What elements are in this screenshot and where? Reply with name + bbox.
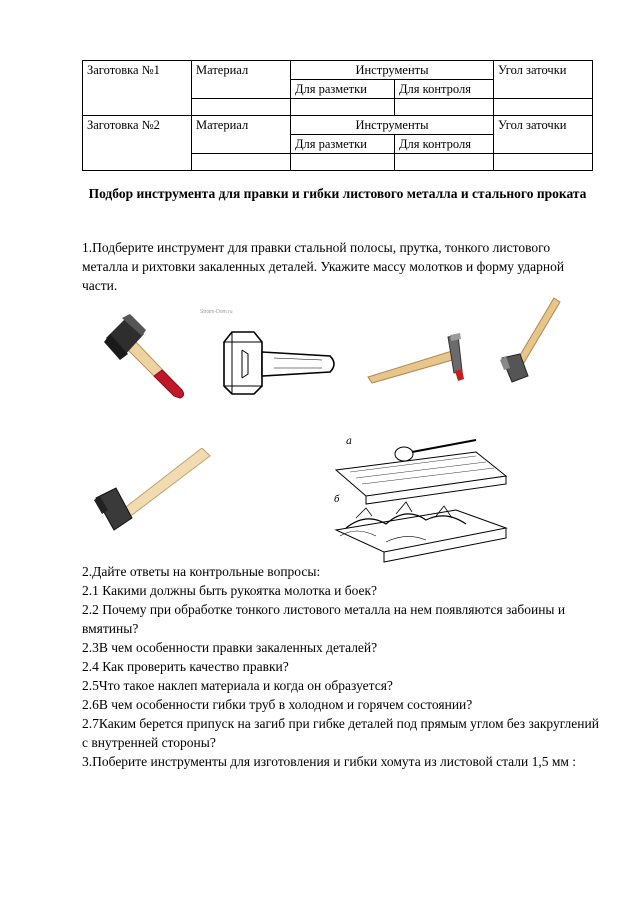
angle-cell: Угол заточки	[494, 116, 593, 154]
marking-cell: Для разметки	[291, 135, 395, 154]
table-row	[83, 61, 593, 80]
empty-cell	[395, 99, 494, 116]
empty-cell	[494, 154, 593, 171]
tools-cell: Инструменты	[291, 116, 494, 135]
empty-cell	[291, 99, 395, 116]
task-1-text: 1.Подберите инструмент для правки стальной полосы, прутка, тонкого листового металла и рихтовки закаленных деталей. Укажите массу молотков и форму ударной части.	[82, 240, 565, 293]
angle-cell: Угол заточки	[494, 61, 593, 99]
question-item: 2.2 Почему при обработке тонкого листового металла на нем появляются забоины и вмятины?	[82, 602, 566, 636]
empty-cell	[192, 154, 291, 171]
empty-cell	[291, 154, 395, 171]
svg-text:a: a	[346, 436, 352, 447]
empty-cell	[192, 99, 291, 116]
table-row	[83, 116, 593, 135]
question-item: 2.7Каким берется припуск на загиб при гибке деталей под прямым углом без закруглений с внутренней стороны?	[82, 716, 599, 750]
control-cell: Для контроля	[395, 135, 494, 154]
question-item: 2.4 Как проверить качество правки?	[82, 659, 289, 674]
question-item: 2.6В чем особенности гибки труб в холодном и горячем состоянии?	[82, 697, 473, 712]
question-item: 2.1 Какими должны быть рукоятка молотка и боек?	[82, 583, 378, 598]
hammer-light-handle-icon	[366, 333, 471, 385]
hammer-red-handle-icon	[100, 312, 195, 402]
control-cell: Для контроля	[395, 80, 494, 99]
material-cell: Материал	[192, 116, 291, 154]
empty-cell	[494, 99, 593, 116]
hammer-drawing-icon	[218, 328, 340, 396]
blank-cell: Заготовка №2	[83, 116, 192, 171]
watermark-text: Stroim-Dom.ru	[200, 309, 233, 315]
question-item: 2.Дайте ответы на контрольные вопросы:	[82, 564, 321, 579]
straightening-sketch-icon	[326, 432, 512, 564]
control-questions	[82, 562, 602, 771]
workpiece-table	[82, 60, 593, 171]
material-cell: Материал	[192, 61, 291, 99]
empty-cell	[395, 154, 494, 171]
question-item: 2.3В чем особенности правки закаленных деталей?	[82, 640, 378, 655]
question-item: 3.Поберите инструменты для изготовления и гибки хомута из листовой стали 1,5 мм :	[82, 754, 577, 769]
hammer-diagonal-icon	[92, 448, 212, 532]
section-heading: Подбор инструмента для правки и гибки листового металла и стального проката	[88, 186, 587, 201]
blank-cell: Заготовка №1	[83, 61, 192, 116]
question-item: 2.5Что такое наклеп материала и когда он образуется?	[82, 678, 393, 693]
hammer-vertical-icon	[494, 296, 564, 388]
tools-cell: Инструменты	[291, 61, 494, 80]
svg-text:б: б	[334, 495, 340, 505]
marking-cell: Для разметки	[291, 80, 395, 99]
